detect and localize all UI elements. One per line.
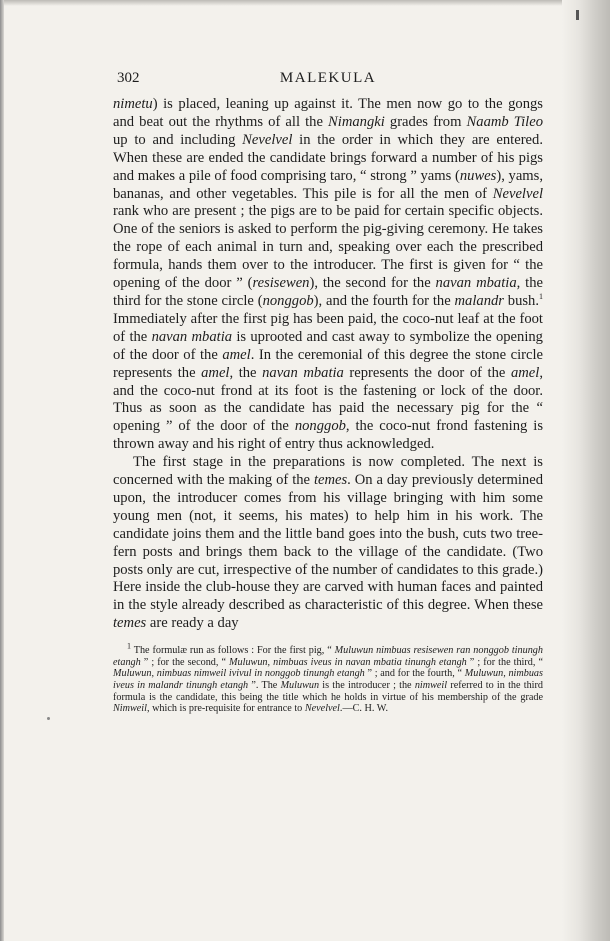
italic-term: nimetu	[113, 96, 153, 112]
italic-term: amel	[510, 364, 540, 381]
footnote-text	[113, 641, 543, 715]
text-run: up to and including	[113, 131, 243, 148]
footnote-body	[113, 645, 543, 714]
footnote-marker: 1	[127, 641, 131, 651]
paragraph	[113, 96, 543, 454]
stray-ink-mark	[576, 10, 579, 20]
text-run: , the	[229, 364, 263, 381]
running-head	[113, 70, 543, 92]
text-run: .—C. H. W.	[339, 703, 389, 715]
text-run: ” ; for the third, “	[466, 656, 543, 668]
text-run: ), yams, bananas, and other vegetables. This pile is for all the men of	[113, 167, 543, 202]
scan-edge-top	[0, 0, 610, 6]
text-run: are ready a day	[146, 615, 239, 632]
text-run: , and the coco-nut frond at its foot is the fastening or lock of the door. Thus as soon as the candidate has paid the necessary pig for the “ opening ” of the door of the	[113, 364, 543, 435]
text-run: The first stage in the preparations is now completed. The next is concerned with the making of the	[113, 454, 543, 489]
scan-edge-right	[562, 0, 610, 941]
italic-term: Nevelvel	[242, 131, 293, 148]
italic-term: amel	[201, 364, 230, 381]
italic-term: amel	[222, 346, 251, 363]
italic-term: Muluwun, nimbuas iveus in navan mbatia tinungh etangh	[229, 656, 467, 668]
text-run: Immediately after the first pig has been paid, the coco-nut leaf at the foot of the	[113, 310, 543, 345]
italic-term: Muluwun, nimbuas nimweil ivivul in nonggob tinungh etangh	[113, 668, 365, 680]
stray-ink-dot	[47, 717, 50, 720]
italic-term: temes	[113, 615, 147, 632]
scan-edge-left	[0, 0, 4, 941]
italic-term: Muluwun nimbuas resisewen ran nonggob tinungh etangh	[113, 645, 543, 668]
text-run: ” ; and for the fourth, “	[364, 668, 465, 680]
paragraph	[113, 454, 543, 633]
italic-term: navan mbatia	[262, 364, 344, 381]
italic-term: resisewen	[252, 275, 310, 292]
text-run: represents the door of the	[343, 364, 511, 381]
text-run: ) is placed, leaning up against it. The men now go to the gongs and beat out the rhythms of all the	[113, 96, 543, 130]
body-text	[113, 96, 543, 633]
italic-term: Muluwun	[280, 679, 320, 691]
text-run: bush.	[503, 292, 540, 309]
italic-term: malandr	[454, 292, 504, 309]
text-run: is the introducer ; the	[319, 679, 415, 691]
text-run: . On a day previously determined upon, the introducer comes from his village bringing with him some young men (not, it seems, his mates) to help him in his work. The candidate joins them and the little band goes into the bush, cuts two tree-fern posts and brings them back to the village of the candidate. (Two posts only are cut, irrespective of the number of candidates to this grade.) Here inside the club-house they are carved with human faces and painted in the style already described as characteristic of this degree. When these	[113, 472, 543, 614]
text-run: , which is pre-requisite for entrance to	[146, 703, 305, 715]
text-run: ), the second for the	[309, 275, 436, 292]
text-run: . In the ceremonial of this degree the stone circle represents the	[113, 346, 543, 381]
italic-term: Muluwun, nimbuas iveus in malandr tinungh etangh	[113, 668, 543, 691]
italic-term: Naamb Tileo	[466, 113, 543, 130]
italic-term: nimweil	[414, 679, 448, 691]
italic-term: Nimangki	[328, 113, 385, 130]
text-run: , the coco-nut frond fastening is thrown away and his right of entry thus acknowledged.	[113, 418, 543, 453]
text-run: in the order in which they are entered. When these are ended the candidate brings forward a number of his pigs and makes a pile of food comprising taro, “ strong ” yams (	[113, 131, 543, 184]
footnote-ref: 1	[539, 292, 544, 302]
italic-term: nuwes	[459, 167, 497, 184]
text-run: , the third for the stone circle (	[113, 275, 543, 309]
book-page	[113, 70, 543, 715]
text-run: ), and the fourth for the	[313, 292, 455, 309]
text-run: ”. The	[248, 679, 281, 691]
page-number: 302	[117, 70, 140, 86]
italic-term: navan mbatia	[435, 275, 517, 292]
italic-term: temes	[313, 472, 348, 489]
text-run: is uprooted and cast away to symbolize the opening of the door of the	[113, 328, 543, 363]
text-run: grades from	[384, 113, 467, 130]
text-run: referred to in the third formula is the candidate, this being the title which he holds in virtue of his membership of the grade	[113, 679, 543, 703]
italic-term: Nevelvel	[492, 185, 543, 202]
italic-term: Nimweil	[113, 703, 147, 715]
text-run: The formulæ run as follows : For the first pig, “	[131, 645, 335, 657]
italic-term: Nevelvel	[304, 703, 340, 715]
italic-term: nonggob	[294, 418, 346, 435]
footnote	[113, 641, 543, 715]
text-run: ” ; for the second, “	[140, 656, 230, 668]
text-run: rank who are present ; the pigs are to be paid for certain specific objects. One of the seniors is asked to perform the pig-giving ceremony. He takes the rope of each animal in turn and, speaking over each the prescribed formula, hands them over to the introducer. The first is given for “ the opening of the door ” (	[113, 203, 543, 292]
running-title: MALEKULA	[279, 70, 377, 86]
italic-term: nonggob	[262, 292, 314, 309]
italic-term: navan mbatia	[151, 328, 233, 345]
